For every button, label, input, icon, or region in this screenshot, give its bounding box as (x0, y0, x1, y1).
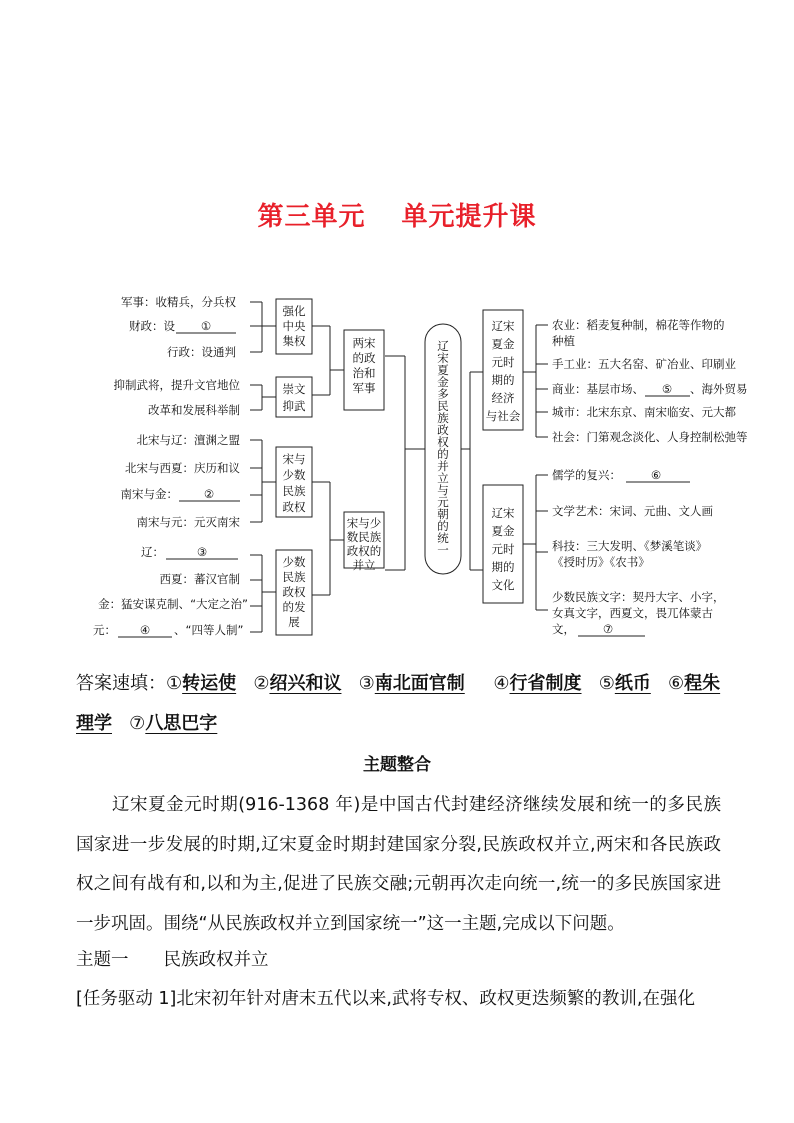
svg-text:并立: 并立 (352, 558, 376, 572)
svg-text:种植: 种植 (552, 334, 575, 348)
svg-text:金：猛安谋克制、“大定之治”: 金：猛安谋克制、“大定之治” (98, 597, 248, 611)
svg-text:科技：三大发明、《梦溪笔谈》: 科技：三大发明、《梦溪笔谈》 (552, 539, 708, 553)
center-char: 宋 (437, 351, 449, 365)
center-char: 政 (437, 423, 449, 437)
svg-text:、海外贸易: 、海外贸易 (690, 382, 748, 396)
svg-text:元时: 元时 (491, 355, 515, 369)
svg-text:辽宋: 辽宋 (491, 506, 515, 520)
svg-text:城市：北宋东京、南宋临安、元大都: 城市：北宋东京、南宋临安、元大都 (552, 405, 736, 419)
svg-text:民族: 民族 (282, 484, 306, 498)
svg-text:民族: 民族 (282, 570, 306, 584)
svg-text:农业：稻麦复种制，棉花等作物的: 农业：稻麦复种制，棉花等作物的 (552, 318, 725, 332)
answer-7: ⑦八思巴字 (129, 713, 218, 734)
svg-text:中央: 中央 (282, 319, 306, 333)
blank-2-marker: ② (203, 487, 215, 501)
item-administration: 行政：设通判 (167, 345, 236, 359)
blank-7-marker: ⑦ (602, 622, 614, 636)
svg-text:政权: 政权 (282, 585, 306, 599)
svg-text:抑武: 抑武 (282, 399, 306, 413)
center-char: 辽 (437, 339, 449, 353)
blank-1-marker: ① (200, 319, 212, 333)
svg-text:与社会: 与社会 (485, 409, 521, 423)
svg-text:女真文字，西夏文，畏兀体蒙古: 女真文字，西夏文，畏兀体蒙古 (552, 606, 713, 620)
svg-text:儒学的复兴：: 儒学的复兴： (552, 468, 621, 482)
svg-text:辽：: 辽： (141, 545, 164, 559)
center-char: 立 (437, 471, 449, 485)
blank-3-marker: ③ (196, 545, 208, 559)
blank-5-marker: ⑤ (661, 382, 673, 396)
page-title: 第三单元 单元提升课 (257, 202, 537, 232)
svg-text:崇文: 崇文 (282, 382, 306, 396)
svg-text:文化: 文化 (491, 578, 515, 592)
center-char: 一 (437, 543, 449, 557)
svg-text:展: 展 (288, 615, 300, 629)
svg-text:集权: 集权 (282, 334, 306, 348)
answer-6: ⑥程朱理学 (76, 673, 721, 734)
topic-heading: 主题一 民族政权并立 (76, 950, 269, 970)
svg-text:期的: 期的 (491, 560, 515, 574)
svg-text:少数: 少数 (282, 555, 306, 569)
item-finance: 财政：设 (129, 319, 175, 333)
svg-text:手工业：五大名窑、矿冶业、印刷业: 手工业：五大名窑、矿冶业、印刷业 (552, 357, 736, 371)
branch1-connector (312, 326, 344, 395)
center-char: 朝 (437, 507, 449, 521)
svg-text:的政: 的政 (352, 351, 376, 365)
svg-text:夏金: 夏金 (491, 524, 515, 538)
svg-text:宋与少: 宋与少 (346, 516, 382, 530)
svg-text:政权的: 政权的 (346, 544, 382, 558)
answer-3: ③南北面官制 (358, 673, 465, 694)
center-char: 权 (437, 435, 449, 449)
answer-2: ②绍兴和议 (253, 673, 342, 694)
blank-4-marker: ④ (139, 623, 151, 637)
answer-1: ①转运使 (166, 673, 237, 694)
svg-text:元时: 元时 (491, 542, 515, 556)
center-char: 多 (437, 387, 449, 401)
center-char: 的 (437, 447, 449, 461)
center-left-connector (385, 356, 425, 570)
svg-text:辽宋: 辽宋 (491, 319, 515, 333)
center-char: 夏 (437, 363, 449, 377)
svg-text:经济: 经济 (491, 391, 515, 405)
svg-text:两宋: 两宋 (352, 336, 376, 350)
center-right-connector (461, 372, 483, 570)
svg-text:文学艺术：宋词、元曲、文人画: 文学艺术：宋词、元曲、文人画 (552, 504, 713, 518)
center-label (437, 339, 449, 557)
svg-text:少数民族文字：契丹大字、小字，: 少数民族文字：契丹大字、小字， (552, 590, 725, 604)
svg-text:社会：门第观念淡化、人身控制松弛等: 社会：门第观念淡化、人身控制松弛等 (552, 430, 748, 444)
branch2-connector (312, 482, 344, 595)
svg-text:的发: 的发 (282, 600, 306, 614)
answer-4: ④行省制度 (493, 673, 582, 694)
center-char: 并 (437, 459, 449, 473)
svg-text:南宋与金：: 南宋与金： (120, 487, 178, 501)
svg-text:政权: 政权 (282, 500, 306, 514)
svg-text:商业：基层市场、: 商业：基层市场、 (552, 382, 644, 396)
svg-text:抑制武将，提升文官地位: 抑制武将，提升文官地位 (113, 378, 240, 392)
center-char: 金 (437, 375, 449, 389)
center-char: 族 (437, 411, 449, 425)
svg-text:数民族: 数民族 (346, 530, 382, 544)
svg-text:期的: 期的 (491, 373, 515, 387)
svg-text:西夏：蕃汉官制: 西夏：蕃汉官制 (159, 572, 240, 586)
svg-text:文，: 文， (552, 622, 575, 636)
center-char: 统 (437, 531, 449, 545)
svg-text:元：: 元： (93, 623, 116, 637)
answer-5: ⑤纸币 (598, 673, 651, 694)
svg-text:军事: 军事 (352, 381, 376, 395)
svg-text:强化: 强化 (282, 304, 306, 318)
item-military: 军事：收精兵，分兵权 (121, 295, 236, 309)
svg-text:治和: 治和 (352, 366, 376, 380)
svg-text:少数: 少数 (282, 468, 306, 482)
task-paragraph: [任务驱动 1]北宋初年针对唐末五代以来,武将专权、政权更迭频繁的教训,在强化 (76, 989, 695, 1009)
svg-text:、“四等人制”: 、“四等人制” (174, 623, 244, 637)
center-char: 民 (437, 399, 449, 413)
center-char: 与 (437, 483, 449, 497)
section-title: 主题整合 (363, 755, 431, 775)
svg-text:夏金: 夏金 (491, 337, 515, 351)
answer-key: 答案速填：①转运使 ②绍兴和议 ③南北面官制 ④行省制度 ⑤纸币 ⑥程朱理学 ⑦八思巴字 (76, 673, 721, 734)
blank-6-marker: ⑥ (650, 468, 662, 482)
svg-text:《授时历》《农书》: 《授时历》《农书》 (552, 555, 650, 569)
intro-paragraph: 辽宋夏金元时期(916-1368 年)是中国古代封建经济继续发展和统一的多民族国家进一步发展的时期,辽宋夏金时期封建国家分裂,民族政权并立,两宋和各民族政权之间有战有和,以和为主,促进了民族交融;元朝再次走向统一,统一的多民族国家进一步巩固。围绕“从民族政权并立到国家统一”这一主题,完成以下问题。 (76, 795, 721, 934)
svg-text:宋与: 宋与 (282, 452, 306, 466)
center-char: 元 (437, 495, 449, 509)
svg-text:改革和发展科举制: 改革和发展科举制 (148, 403, 240, 417)
center-char: 的 (437, 519, 449, 533)
svg-text:北宋与辽：澶渊之盟: 北宋与辽：澶渊之盟 (136, 433, 240, 447)
svg-text:北宋与西夏：庆历和议: 北宋与西夏：庆历和议 (125, 461, 240, 475)
svg-text:南宋与元：元灭南宋: 南宋与元：元灭南宋 (136, 515, 240, 529)
